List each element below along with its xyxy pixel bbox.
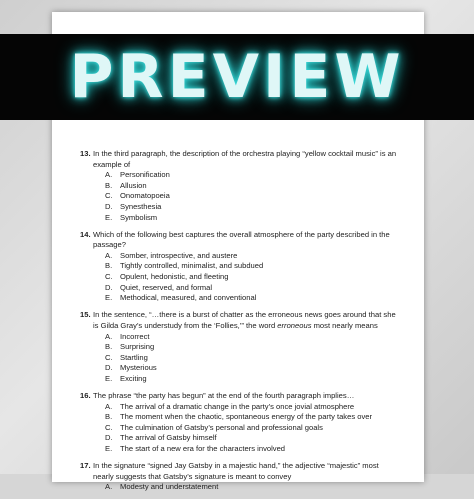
question-stem: In the third paragraph, the description of the orchestra playing “yellow cocktail music” is an example of: [93, 149, 397, 169]
answer-option: [105, 444, 400, 455]
option-text: The culmination of Gatsby’s personal and professional goals: [120, 422, 323, 432]
stem-emphasized-word: erroneous: [277, 320, 312, 330]
option-letter: B.: [105, 412, 113, 422]
answer-options: [93, 402, 400, 455]
question-number: 13.: [80, 149, 91, 158]
question-list: [52, 149, 424, 499]
option-letter: C.: [105, 191, 113, 201]
answer-options: [93, 251, 400, 304]
option-letter: A.: [105, 331, 113, 341]
answer-option: [105, 202, 400, 213]
answer-option: [105, 272, 400, 283]
option-letter: A.: [105, 170, 113, 180]
answer-option: [105, 423, 400, 434]
answer-option: [105, 191, 400, 202]
answer-options: [93, 170, 400, 223]
option-text: Modesty and understatement: [120, 482, 219, 492]
option-text: Mysterious: [120, 363, 157, 373]
option-text: Opulent, hedonistic, and fleeting: [120, 272, 229, 282]
option-text: Tightly controlled, minimalist, and subdued: [120, 261, 264, 271]
option-text: Incorrect: [120, 331, 150, 341]
answer-option: [105, 293, 400, 304]
option-letter: D.: [105, 201, 113, 211]
question-13: [52, 149, 424, 223]
question-number: 14.: [80, 229, 91, 239]
answer-option: [105, 374, 400, 385]
answer-option: [105, 261, 400, 272]
preview-banner-text: PREVIEW: [69, 42, 405, 112]
question-stem: The phrase “the party has begun” at the end of the fourth paragraph implies…: [93, 390, 355, 400]
answer-option: [105, 363, 400, 374]
option-text: The arrival of Gatsby himself: [120, 433, 217, 443]
option-text: Quiet, reserved, and formal: [120, 282, 213, 292]
answer-option: [105, 251, 400, 262]
option-letter: E.: [105, 212, 113, 222]
question-number: 15.: [80, 310, 91, 320]
stem-text-before: In the sentence, “…there is a burst of chatter as the erroneous news goes around that she is Gilda Gray’s understudy from the ‘Follies,’” the word: [93, 310, 396, 330]
option-letter: B.: [105, 342, 113, 352]
answer-options: [93, 332, 400, 385]
question-stem: In the signature “signed Jay Gatsby in a majestic hand,” the adjective “majestic” most nearly suggests that Gatsby’s signature is meant to convey: [93, 461, 379, 481]
option-text: The start of a new era for the characters involved: [120, 443, 286, 453]
option-letter: C.: [105, 422, 113, 432]
option-text: Personification: [120, 170, 170, 180]
option-letter: E.: [105, 443, 113, 453]
option-letter: E.: [105, 293, 113, 303]
answer-option: [105, 433, 400, 444]
answer-option: [105, 181, 400, 192]
option-letter: C.: [105, 272, 113, 282]
option-text: Onomatopoeia: [120, 191, 170, 201]
option-letter: A.: [105, 401, 113, 411]
option-letter: E.: [105, 373, 113, 383]
stem-text-after: most nearly means: [311, 320, 378, 330]
question-number: 16.: [80, 390, 91, 400]
option-text: The moment when the chaotic, spontaneous energy of the party takes over: [120, 412, 373, 422]
question-16: [52, 391, 424, 455]
option-letter: B.: [105, 261, 113, 271]
option-letter: C.: [105, 352, 113, 362]
answer-option: [105, 412, 400, 423]
answer-option: [105, 402, 400, 413]
answer-option: [105, 482, 400, 493]
question-17: [52, 461, 424, 493]
option-letter: D.: [105, 282, 113, 292]
option-letter: B.: [105, 180, 113, 190]
option-text: The arrival of a dramatic change in the party’s once jovial atmosphere: [120, 401, 355, 411]
answer-option: [105, 170, 400, 181]
option-text: Startling: [120, 352, 148, 362]
option-text: Somber, introspective, and austere: [120, 250, 238, 260]
answer-option: [105, 353, 400, 364]
option-text: Exciting: [120, 373, 147, 383]
option-text: Methodical, measured, and conventional: [120, 293, 257, 303]
question-stem: Which of the following best captures the overall atmosphere of the party described in the passage?: [93, 229, 390, 250]
option-text: Symbolism: [120, 212, 158, 222]
preview-banner: [0, 34, 474, 120]
option-text: Surprising: [120, 342, 155, 352]
answer-option: [105, 213, 400, 224]
question-15: [52, 310, 424, 384]
option-letter: A.: [105, 250, 113, 260]
answer-option: [105, 283, 400, 294]
option-text: Synesthesia: [120, 201, 162, 211]
question-number: 17.: [80, 461, 91, 471]
answer-options: [93, 482, 400, 493]
answer-option: [105, 332, 400, 343]
option-letter: D.: [105, 363, 113, 373]
question-stem: [93, 310, 400, 331]
option-letter: D.: [105, 433, 113, 443]
question-14: [52, 230, 424, 304]
option-letter: A.: [105, 482, 113, 492]
option-text: Allusion: [120, 180, 147, 190]
answer-option: [105, 342, 400, 353]
